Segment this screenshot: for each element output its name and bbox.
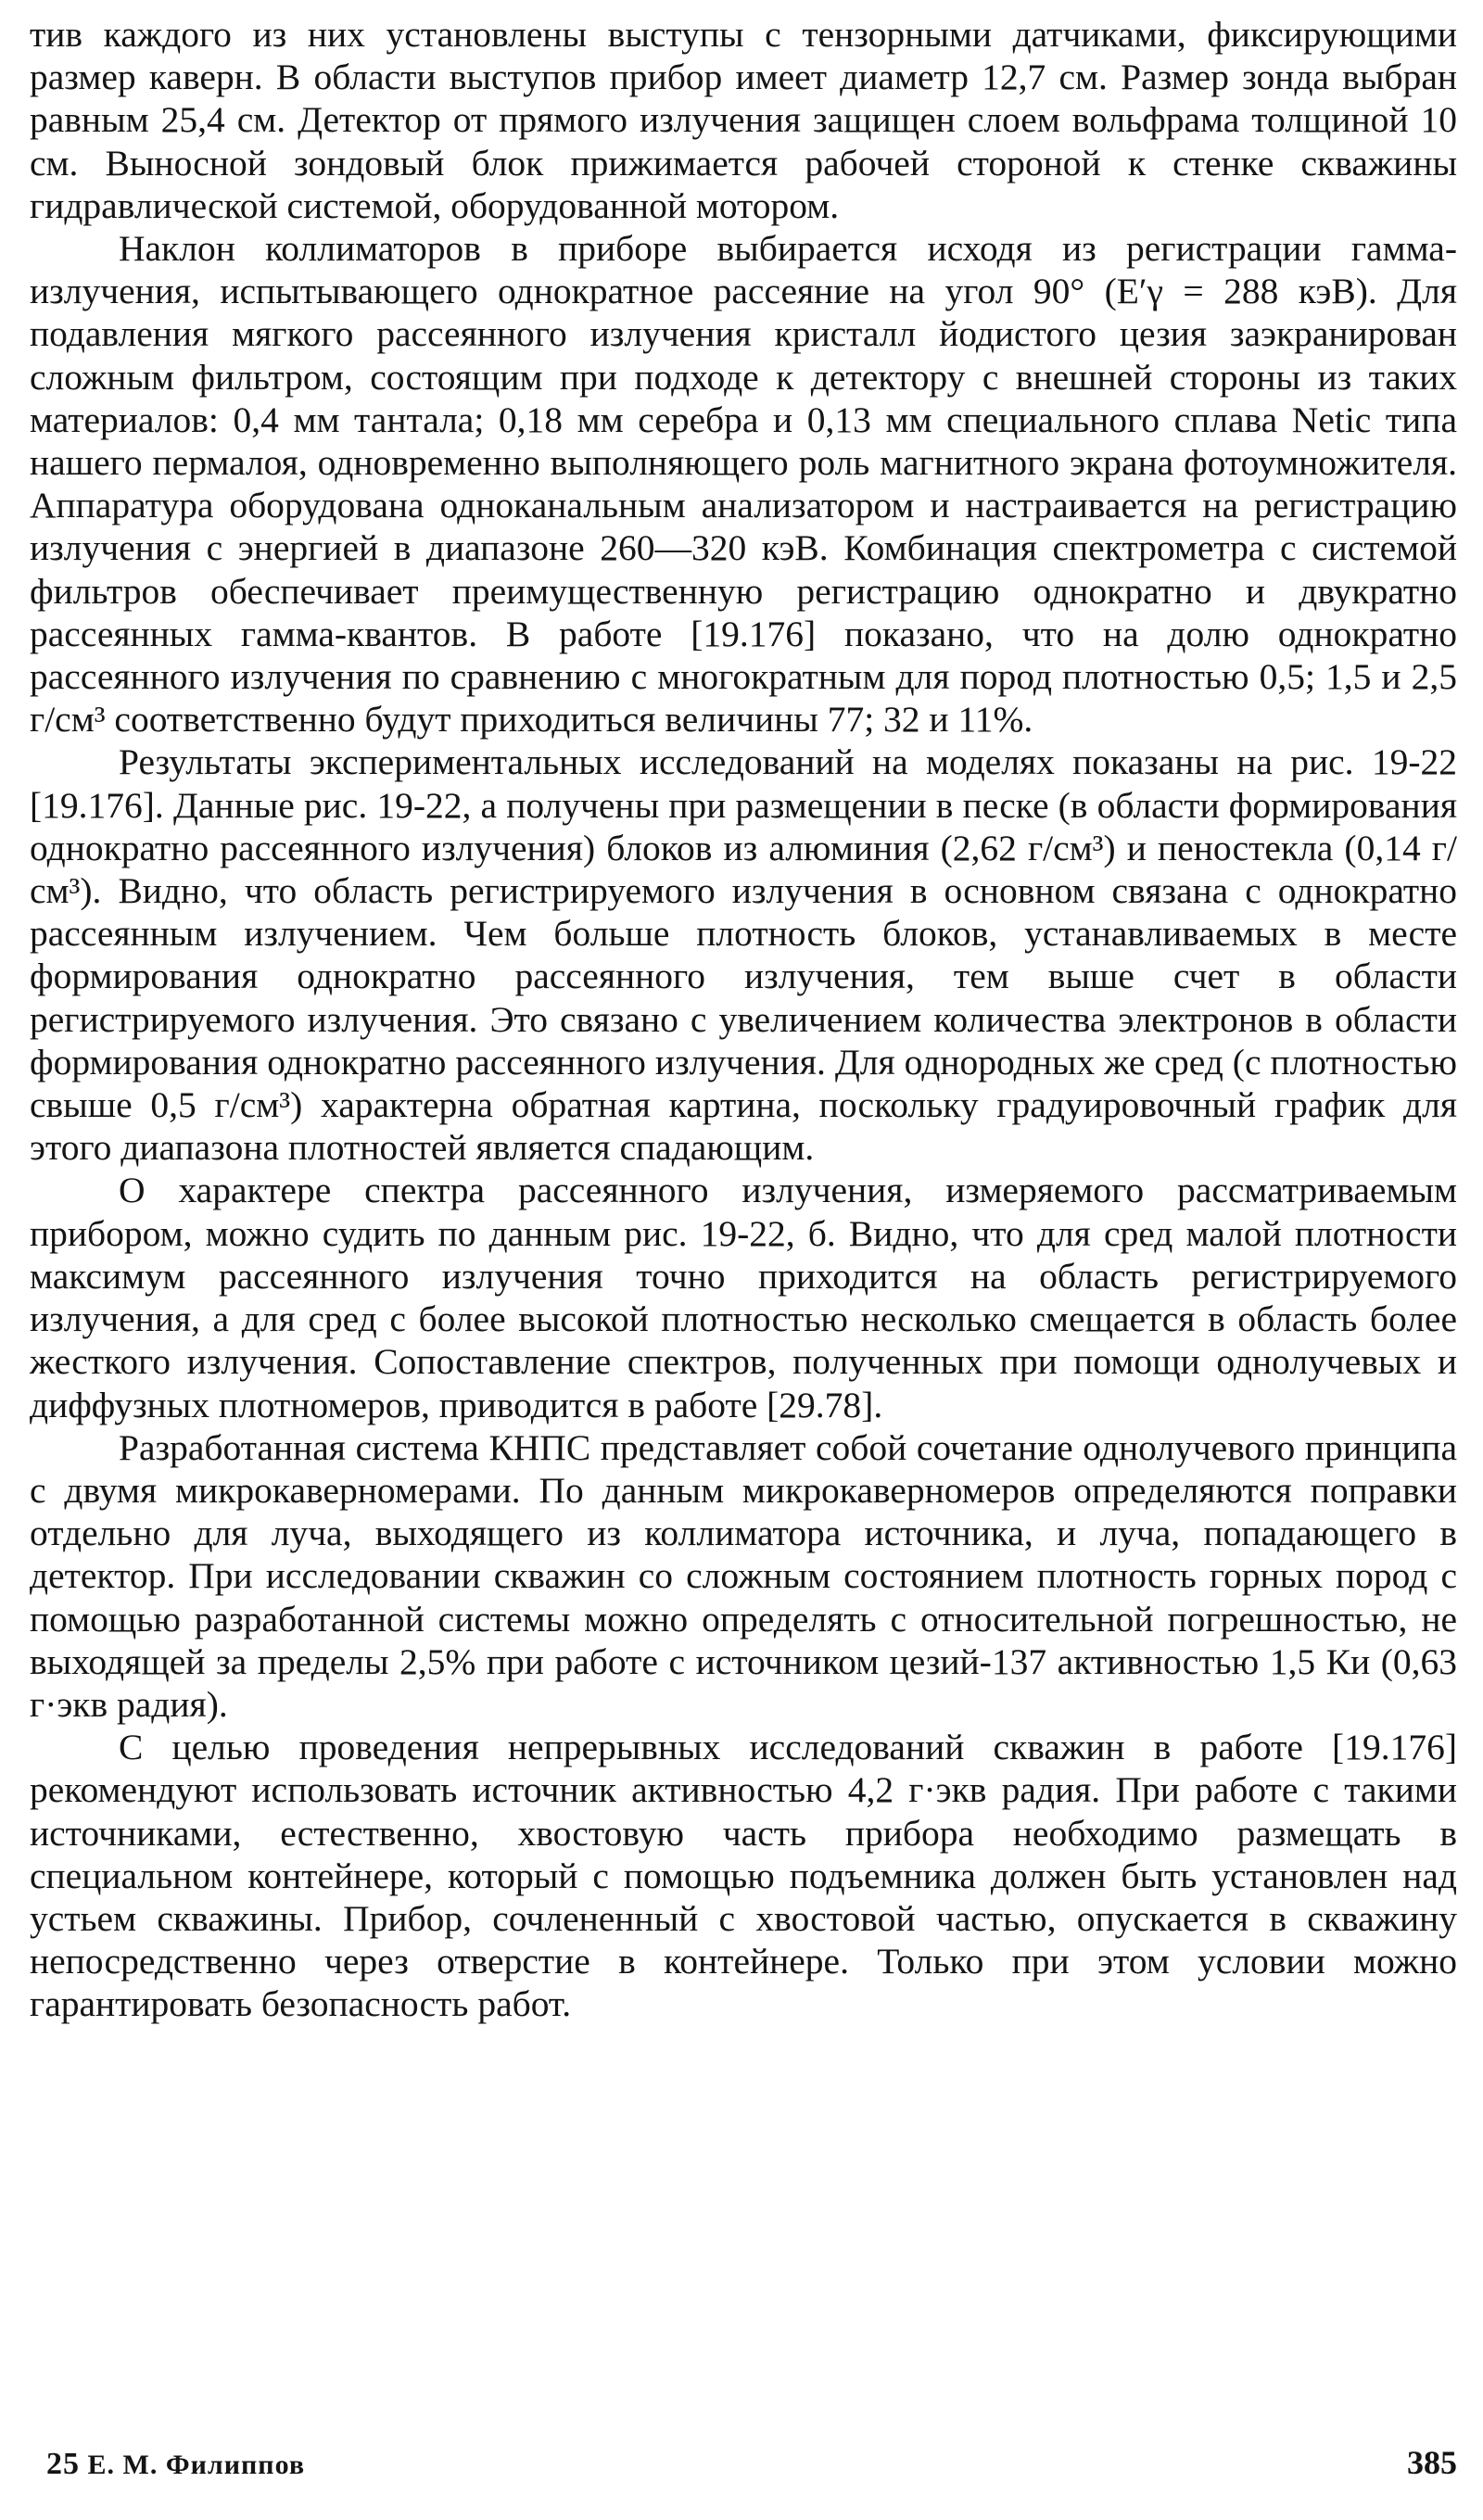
paragraph-6: С целью проведения непрерывных исследований скважин в работе [19.176] рекомендуют использовать источник активностью 4,2 г·экв радия. При работе с такими источниками, естественно, хвостовую часть прибора необходимо размещать в специальном контейнере, который с помощью подъемника должен быть установлен над устьем скважины. Прибор, сочлененный с хвостовой частью, опускается в скважину непосредственно через отверстие в контейнере. Только при этом условии можно гарантировать безопасность работ. [30, 1727, 1457, 2025]
page-footer [46, 2443, 1457, 2489]
paragraph-4: О характере спектра рассеянного излучения, измеряемого рассматриваемым прибором, можно судить по данным рис. 19-22, б. Видно, что для сред малой плотности максимум рассеянного излучения точно приходится на область регистрируемого излучения, а для сред с более высокой плотностью несколько смещается в область более жесткого излучения. Сопоставление спектров, полученных при помощи однолучевых и диффузных плотномеров, приводится в работе [29.78]. [30, 1170, 1457, 1425]
paragraph-5: Разработанная система КНПС представляет собой сочетание однолучевого принципа с двумя микрокаверномерами. По данным микрокаверномеров определяются поправки отдельно для луча, выходящего из коллиматора источника, и луча, попадающего в детектор. При исследовании скважин со сложным состоянием плотность горных пород с помощью разработанной системы можно определять с относительной погрешностью, не выходящей за пределы 2,5% при работе с источником цезий-137 активностью 1,5 Ки (0,63 г·экв радия). [30, 1426, 1457, 1725]
paragraph-2: Наклон коллиматоров в приборе выбирается исходя из регистрации гамма-излучения, испытывающего однократное рассеяние на угол 90° (E′γ = 288 кэВ). Для подавления мягкого рассеянного излучения кристалл йодистого цезия заэкранирован сложным фильтром, состоящим при подходе к детектору с внешней стороны из таких материалов: 0,4 мм тантала; 0,18 мм серебра и 0,13 мм специального сплава Netic типа нашего пермалоя, одновременно выполняющего роль магнитного экрана фотоумножителя. Аппаратура оборудована одноканальным анализатором и настраивается на регистрацию излучения с энергией в диапазоне 260—320 кэВ. Комбинация спектрометра с системой фильтров обеспечивает преимущественную регистрацию однократно и двукратно рассеянных гамма-квантов. В работе [19.176] показано, что на долю однократно рассеянного излучения по сравнению с многократным для пород плотностью 0,5; 1,5 и 2,5 г/см³ соответственно будут приходиться величины 77; 32 и 11%. [30, 228, 1457, 741]
signature-number: 25 [46, 2447, 80, 2481]
page-number: 385 [1407, 2444, 1457, 2481]
printer-signature [46, 2447, 305, 2482]
paragraph-1: тив каждого из них установлены выступы с тензорными датчиками, фиксирующими размер каверн. В области выступов прибор имеет диаметр 12,7 см. Размер зонда выбран равным 25,4 см. Детектор от прямого излучения защищен слоем вольфрама толщиной 10 см. Выносной зондовый блок прижимается рабочей стороной к стенке скважины гидравлической системой, оборудованной мотором. [30, 14, 1457, 226]
paragraph-3: Результаты экспериментальных исследований на моделях показаны на рис. 19-22 [19.176]. Данные рис. 19-22, а получены при размещении в песке (в области формирования однократно рассеянного излучения) блоков из алюминия (2,62 г/см³) и пеностекла (0,14 г/см³). Видно, что область регистрируемого излучения в основном связана с однократно рассеянным излучением. Чем больше плотность блоков, устанавливаемых в месте формирования однократно рассеянного излучения, тем выше счет в области регистрируемого излучения. Это связано с увеличением количества электронов в области формирования однократно рассеянного излучения. Для однородных же сред (с плотностью свыше 0,5 г/см³) характерна обратная картина, поскольку градуировочный график для этого диапазона плотностей является спадающим. [30, 741, 1457, 1169]
page-body [30, 13, 1457, 2026]
signature-author: Е. М. Филиппов [87, 2450, 306, 2480]
